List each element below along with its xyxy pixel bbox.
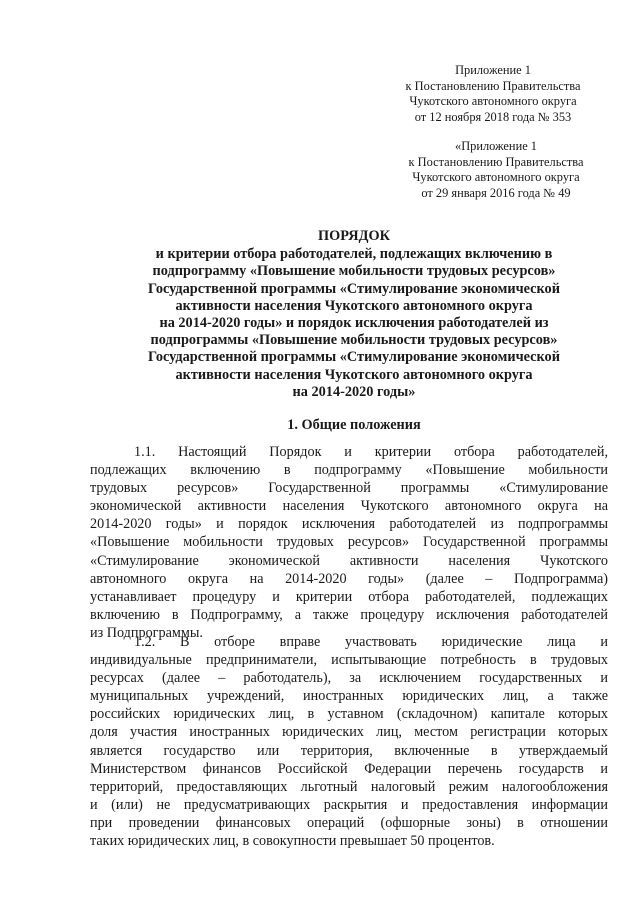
appendix-previous-header: [376, 139, 616, 201]
paragraph-line: «Повышение мобильности трудовых ресурсов» Государственной программы: [90, 534, 608, 551]
appendix-line: от 29 января 2016 года № 49: [421, 185, 571, 200]
appendix-line: Приложение 1: [455, 63, 531, 77]
paragraph-line: трудовых ресурсов» Государственной программы «Стимулирование: [90, 480, 608, 497]
paragraph-line: и (или) не предусматривающих раскрытия и предоставления информации: [90, 796, 608, 813]
paragraph-1-1: [90, 443, 608, 642]
paragraph-line: устанавливает процедуру и критерии отбора работодателей, подлежащих: [90, 588, 608, 605]
paragraph-line: Министерством финансов Российской Федерации перечень государств и: [90, 760, 608, 777]
title-line: Государственной программы «Стимулирование экономической: [148, 349, 560, 366]
title-line: подпрограмму «Повышение мобильности трудовых ресурсов»: [152, 263, 556, 280]
paragraph-line: «Стимулирование экономической активности населения Чукотского: [90, 552, 608, 569]
title-line: подпрограммы «Повышение мобильности трудовых ресурсов»: [150, 332, 558, 349]
paragraph-line: российских юридических лиц, в уставном (складочном) капитале которых: [90, 706, 608, 723]
title-line: на 2014-2020 годы»: [292, 383, 416, 400]
appendix-line: к Постановлению Правительства: [408, 154, 584, 169]
paragraph-line: является государство или территория, включенные в утверждаемый: [90, 742, 608, 759]
title-line: активности населения Чукотского автономного округа: [175, 366, 533, 383]
document-title: [90, 228, 618, 401]
appendix-line: Чукотского автономного округа: [409, 94, 577, 109]
paragraph-line: муниципальных учреждений, иностранных юридических лиц, а также: [90, 688, 608, 705]
paragraph-line: при проведении финансовых операций (офшорные зоны) в отношении: [90, 814, 608, 831]
section-heading: 1. Общие положения: [287, 417, 421, 433]
paragraph-line: территорий, предоставляющих льготный налоговый режим налогообложения: [90, 778, 608, 795]
title-line: активности населения Чукотского автономного округа: [175, 297, 533, 314]
paragraph-line: таких юридических лиц, в совокупности превышает 50 процентов.: [90, 833, 495, 850]
paragraph-line: 1.2. В отборе вправе участвовать юридические лица и: [134, 634, 608, 650]
appendix-line: «Приложение 1: [455, 139, 537, 153]
title-main: ПОРЯДОК: [318, 228, 390, 244]
paragraph-line: доля участия иностранных юридических лиц, местом регистрации которых: [90, 724, 608, 741]
appendix-line: к Постановлению Правительства: [405, 78, 581, 93]
title-line: Государственной программы «Стимулирование экономической: [148, 280, 560, 297]
paragraph-line: индивидуальные предприниматели, испытывающие потребность в трудовых: [90, 652, 608, 669]
paragraph-line: подлежащих включению в подпрограмму «Повышение мобильности: [90, 462, 608, 479]
paragraph-1-2: [90, 633, 608, 850]
paragraph-line: включению в Подпрограмму, а также процедуру исключения работодателей: [90, 606, 608, 623]
paragraph-line: 1.1. Настоящий Порядок и критерии отбора работодателей,: [134, 444, 608, 460]
appendix-line: Чукотского автономного округа: [412, 170, 580, 185]
appendix-line: от 12 ноября 2018 года № 353: [414, 109, 572, 124]
paragraph-line: из Подпрограммы.: [90, 624, 203, 641]
paragraph-line: автономного округа на 2014-2020 годы» (далее – Подпрограмма): [90, 570, 608, 587]
paragraph-line: экономической активности населения Чукотского автономного округа на: [90, 498, 608, 515]
title-line: и критерии отбора работодателей, подлежащих включению в: [155, 246, 553, 263]
title-line: на 2014-2020 годы» и порядок исключения работодателей из: [159, 315, 549, 332]
paragraph-line: 2014-2020 годы» и порядок исключения работодателей из подпрограммы: [90, 516, 608, 533]
appendix-current-header: [373, 63, 613, 125]
paragraph-line: ресурсах (далее – работодатель), за исключением государственных и: [90, 670, 608, 687]
